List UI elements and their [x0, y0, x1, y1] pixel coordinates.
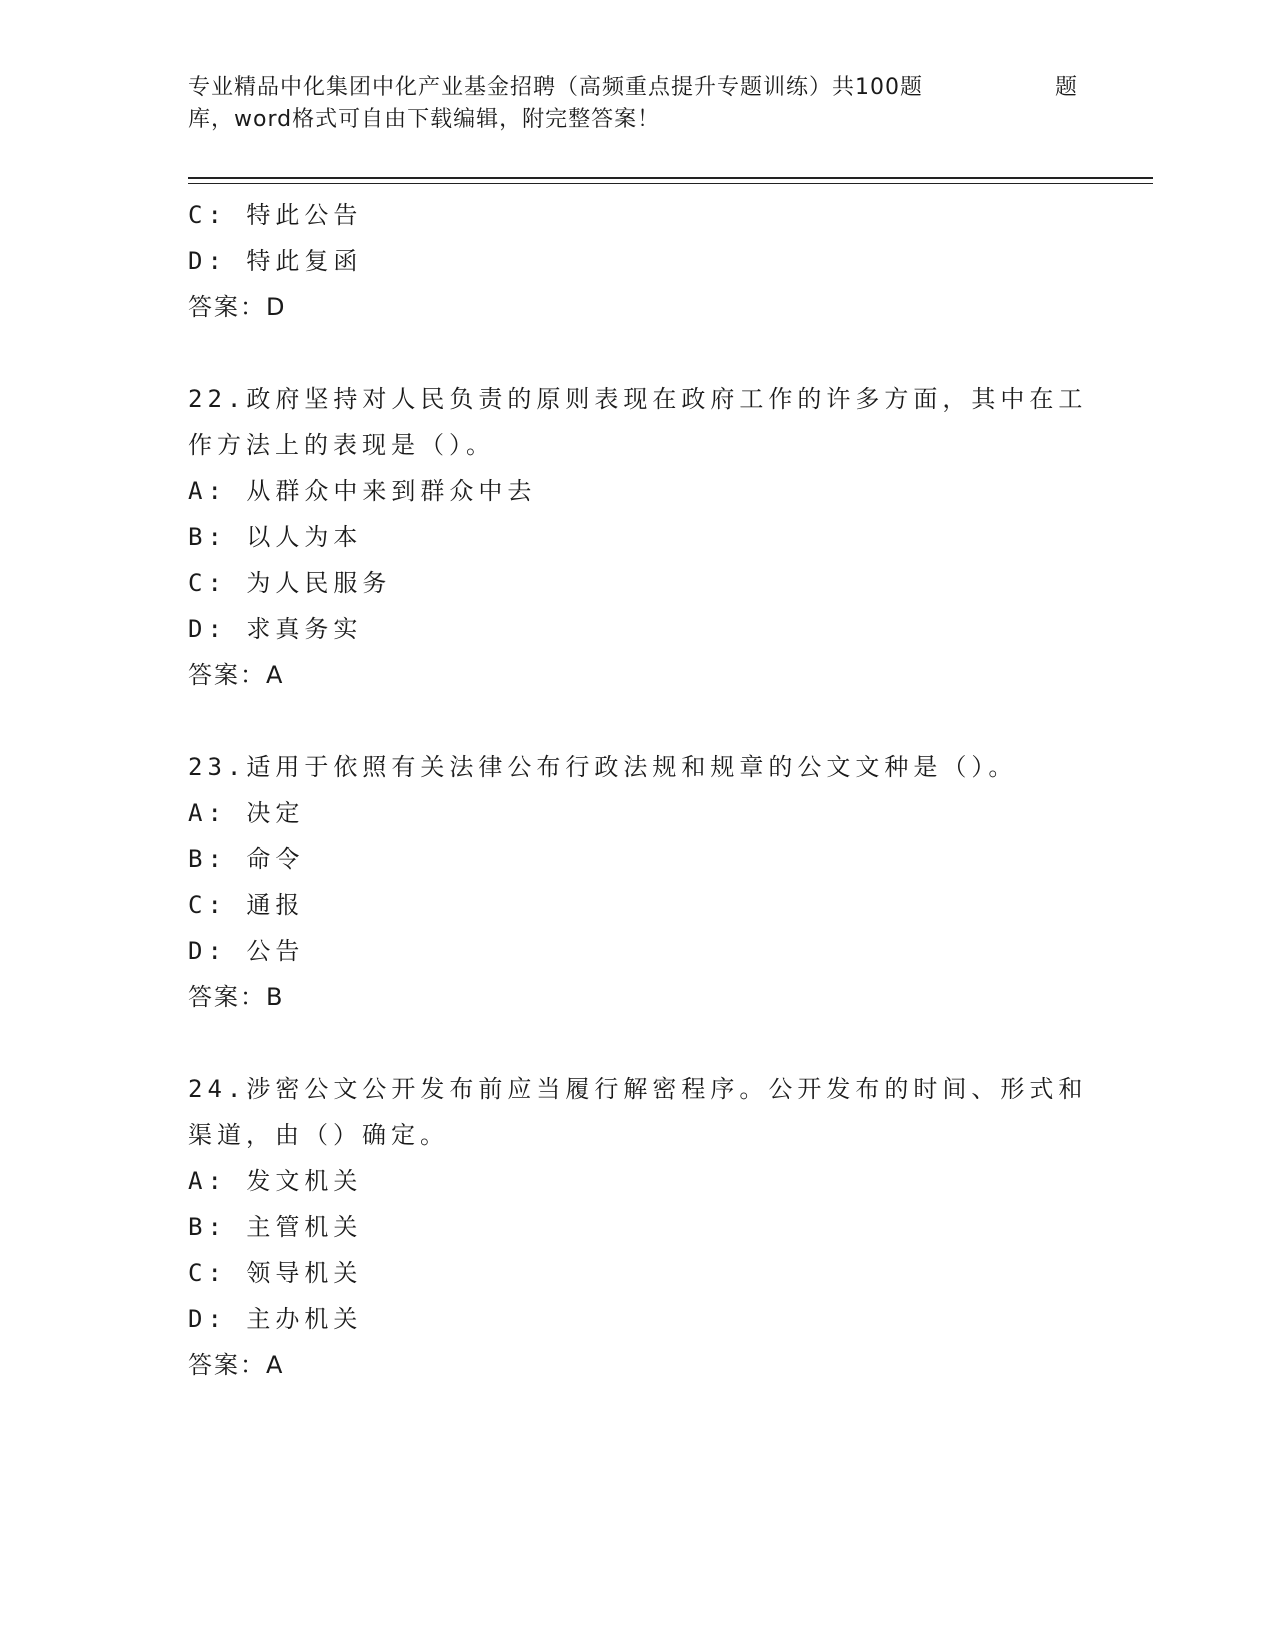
- option-a: A: 发文机关: [188, 1167, 363, 1195]
- question-stem: 24.涉密公文公开发布前应当履行解密程序。公开发布的时间、形式和: [188, 1075, 1088, 1103]
- option-d: D: 求真务实: [188, 615, 363, 643]
- question-stem: 23.适用于依照有关法律公布行政法规和规章的公文文种是（）。: [188, 753, 1018, 781]
- answer: 答案：B: [188, 983, 285, 1011]
- header-divider: [188, 177, 1153, 179]
- question-24: [188, 1066, 1088, 1388]
- answer: 答案：D: [188, 293, 287, 321]
- header-title: 专业精品中化集团中化产业基金招聘（高频重点提升专题训练）共100题: [188, 75, 923, 100]
- option-c: C: 为人民服务: [188, 569, 392, 597]
- question-list: [188, 192, 1088, 1388]
- option-b: B: 主管机关: [188, 1213, 363, 1241]
- previous-question-tail: [188, 192, 1088, 330]
- option-b: B: 以人为本: [188, 523, 363, 551]
- document-header: [188, 72, 1078, 136]
- question-stem: 22.政府坚持对人民负责的原则表现在政府工作的许多方面，其中在工: [188, 385, 1088, 413]
- answer: 答案：A: [188, 1351, 285, 1379]
- option-b: B: 命令: [188, 845, 305, 873]
- option-c: C: 领导机关: [188, 1259, 363, 1287]
- option-d: D: 主办机关: [188, 1305, 363, 1333]
- question-22: [188, 376, 1088, 698]
- question-stem: 渠道，由（）确定。: [188, 1121, 449, 1149]
- option-d: D: 特此复函: [188, 247, 363, 275]
- header-title-tail: 题: [1054, 75, 1078, 100]
- option-c: C: 通报: [188, 891, 305, 919]
- answer: 答案：A: [188, 661, 285, 689]
- option-a: A: 从群众中来到群众中去: [188, 477, 537, 505]
- question-23: [188, 744, 1088, 1020]
- header-divider-thin: [188, 183, 1153, 184]
- option-d: D: 公告: [188, 937, 305, 965]
- header-line-1: [188, 72, 1078, 104]
- option-c: C: 特此公告: [188, 201, 363, 229]
- option-a: A: 决定: [188, 799, 305, 827]
- header-line-2: 库，word格式可自由下载编辑，附完整答案！: [188, 107, 661, 132]
- question-stem: 作方法上的表现是（）。: [188, 431, 495, 459]
